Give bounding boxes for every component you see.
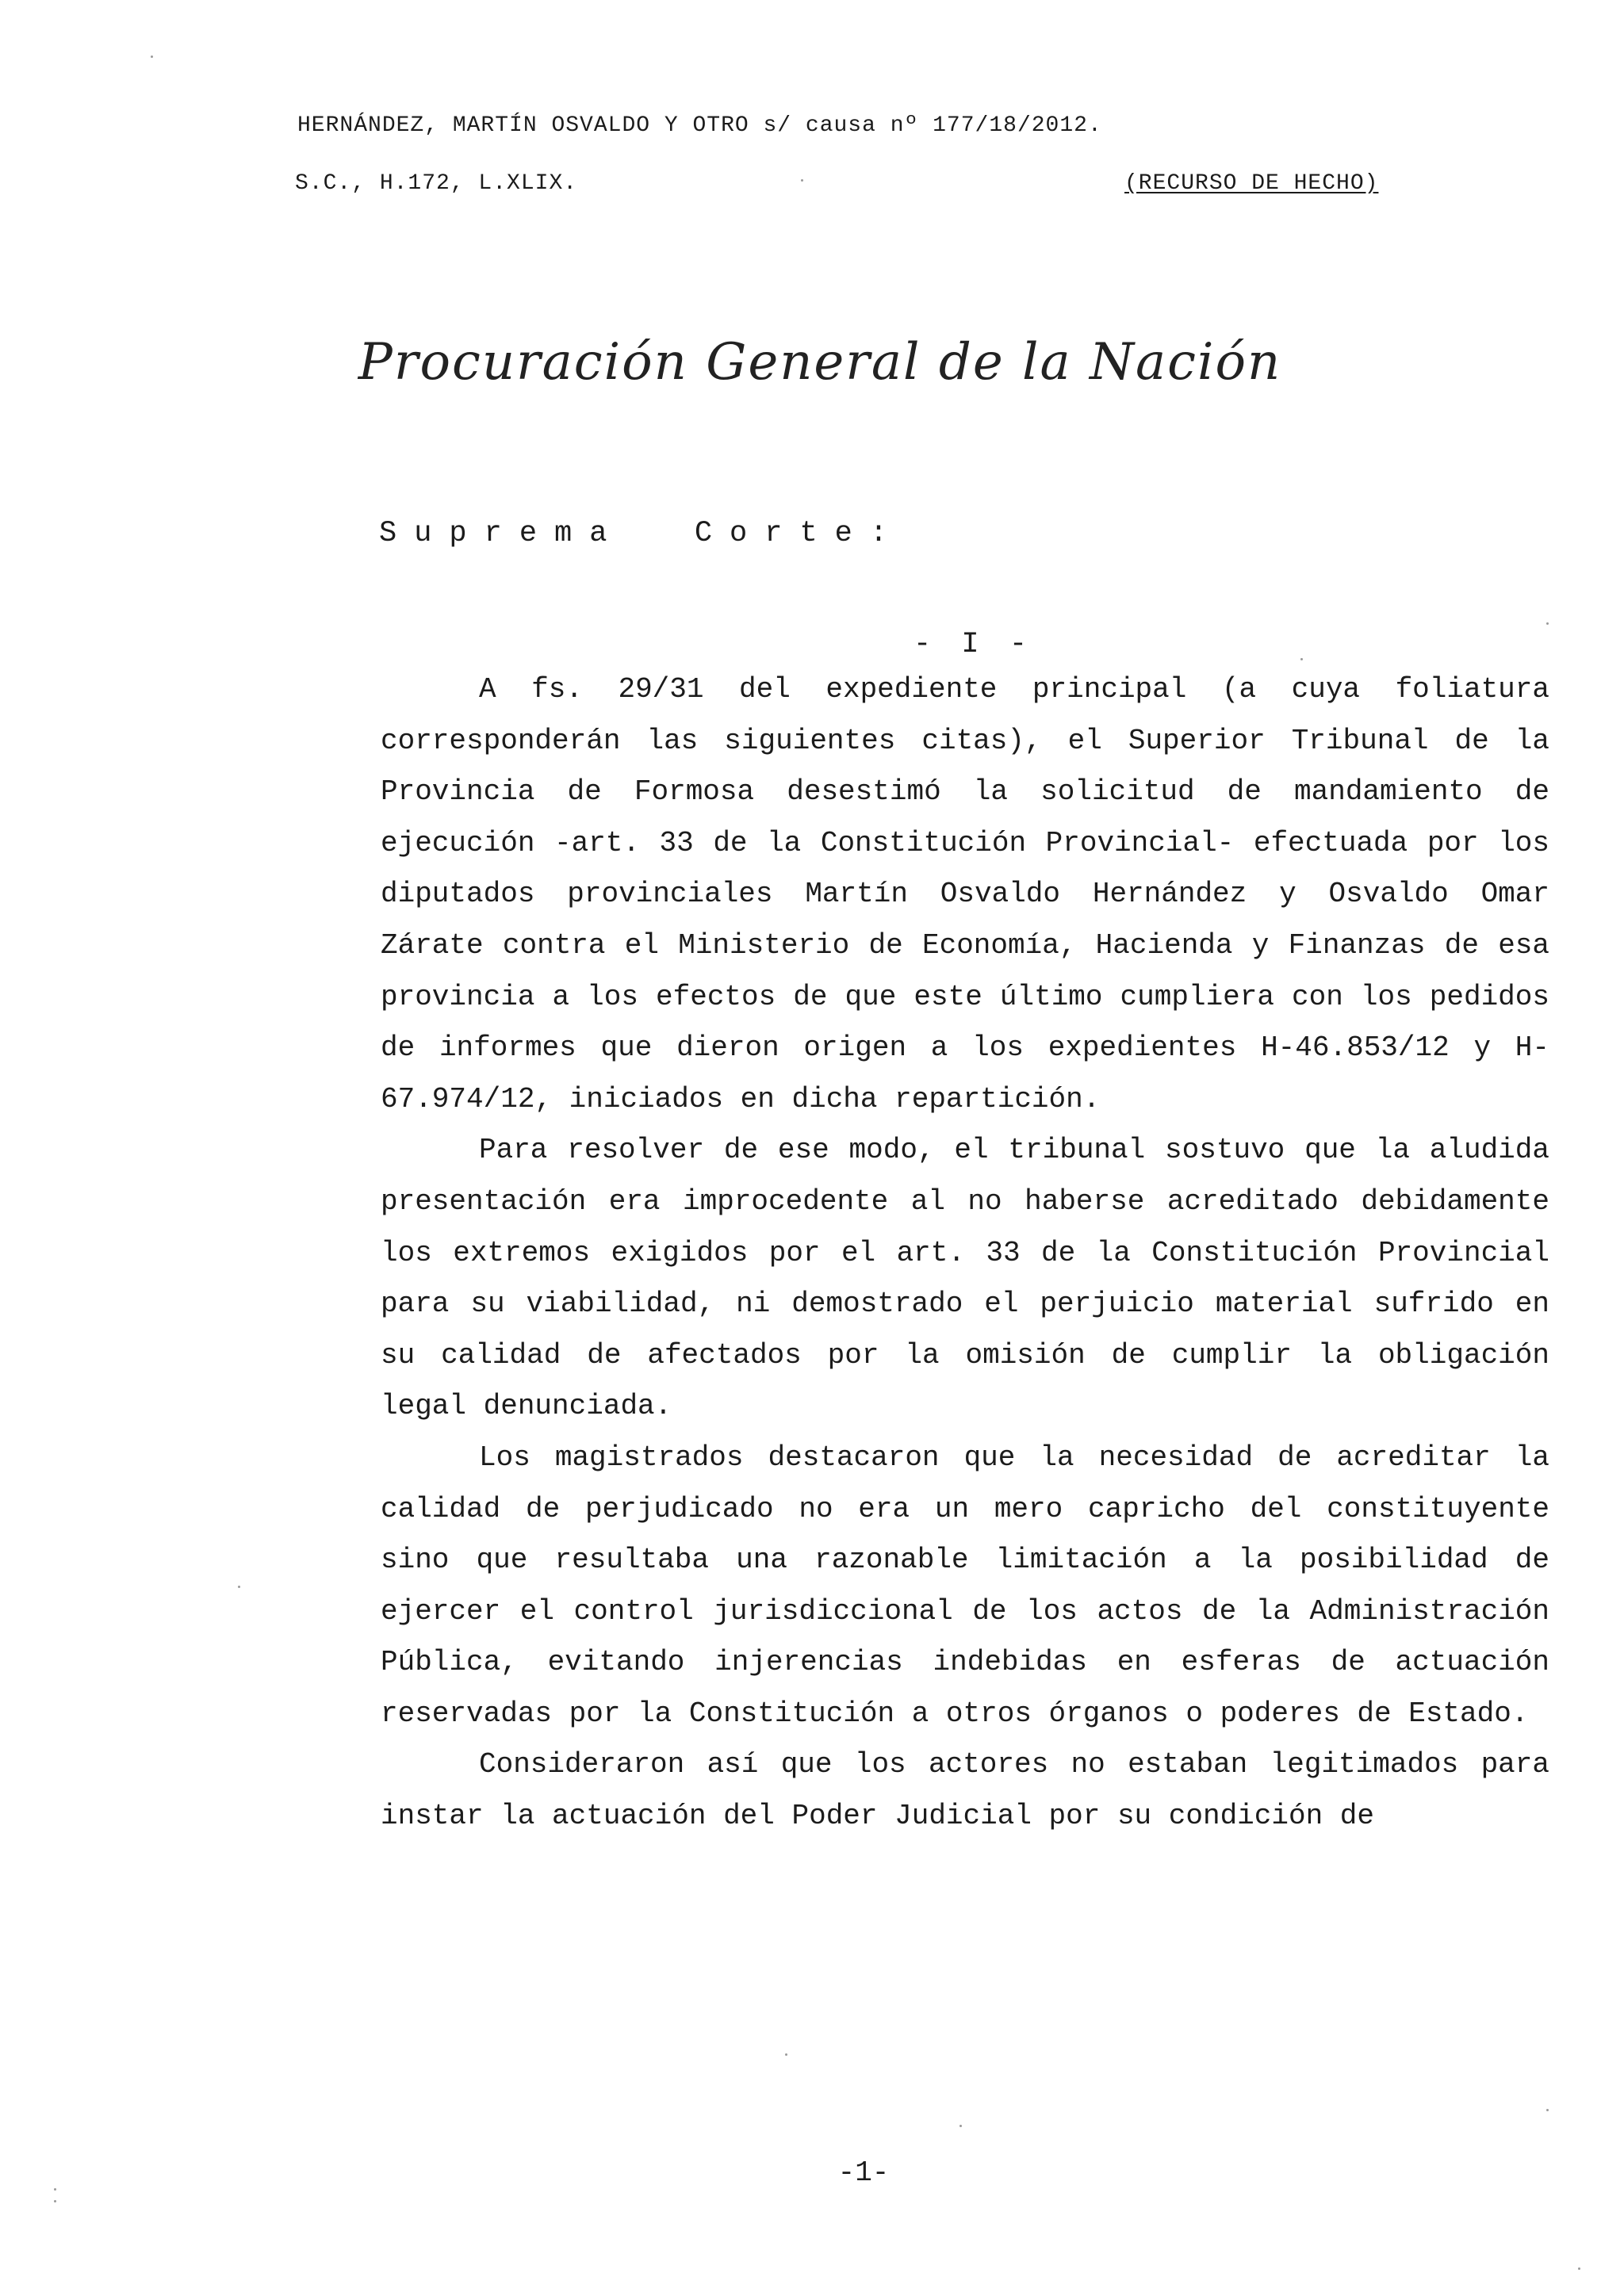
scan-speck: [1546, 622, 1549, 625]
scan-speck: [1300, 658, 1303, 660]
scan-speck: [785, 2053, 787, 2056]
appeal-type-label: (RECURSO DE HECHO): [1124, 171, 1379, 196]
section-number: - I -: [914, 628, 1034, 661]
body-paragraph: Consideraron así que los actores no estaban legitimados para instar la actuación del Poder Judicial por su condición de: [381, 1748, 1549, 1833]
institution-letterhead: Procuración General de la Nación: [358, 333, 1282, 392]
salutation: Suprema Corte:: [379, 517, 906, 550]
page-number: -1-: [837, 2156, 890, 2189]
scan-speck: [54, 2200, 56, 2202]
document-body: [381, 664, 1549, 1843]
case-caption: HERNÁNDEZ, MARTÍN OSVALDO Y OTRO s/ causa nº 177/18/2012.: [297, 113, 1102, 138]
body-paragraph: Para resolver de ese modo, el tribunal sostuvo que la aludida presentación era improcedente al no haberse acreditado debidamente los extremos exigidos por el art. 33 de la Constitución Provincial para su viabilidad, ni demostrado el perjuicio material sufrido en su calidad de afectados por la omisión de cumplir la obligación legal denunciada.: [381, 1134, 1549, 1423]
scan-speck: [1546, 2109, 1549, 2111]
scan-speck: [54, 2188, 56, 2191]
scan-speck: [1578, 2267, 1580, 2270]
body-paragraph: A fs. 29/31 del expediente principal (a cuya foliatura corresponderán las siguientes citas), el Superior Tribunal de la Provincia de Formosa desestimó la solicitud de mandamiento de ejecución -art. 33 de la Constitución Provincial- efectuada por los diputados provinciales Martín Osvaldo Hernández y Osvaldo Omar Zárate contra el Ministerio de Economía, Hacienda y Finanzas de esa provincia a los efectos de que este último cumpliera con los pedidos de informes que dieron origen a los expedientes H-46.853/12 y H-67.974/12, iniciados en dicha repartición.: [381, 673, 1549, 1115]
scan-speck: [151, 55, 153, 58]
scan-speck: [801, 179, 803, 182]
file-number: S.C., H.172, L.XLIX.: [295, 171, 578, 196]
body-paragraph: Los magistrados destacaron que la necesidad de acreditar la calidad de perjudicado no era un mero capricho del constituyente sino que resultaba una razonable limitación a la posibilidad de ejercer el control jurisdiccional de los actos de la Administración Pública, evitando injerencias indebidas en esferas de actuación reservadas por la Constitución a otros órganos o poderes de Estado.: [381, 1441, 1549, 1730]
scan-speck: [238, 1586, 240, 1588]
scan-speck: [959, 2125, 962, 2127]
